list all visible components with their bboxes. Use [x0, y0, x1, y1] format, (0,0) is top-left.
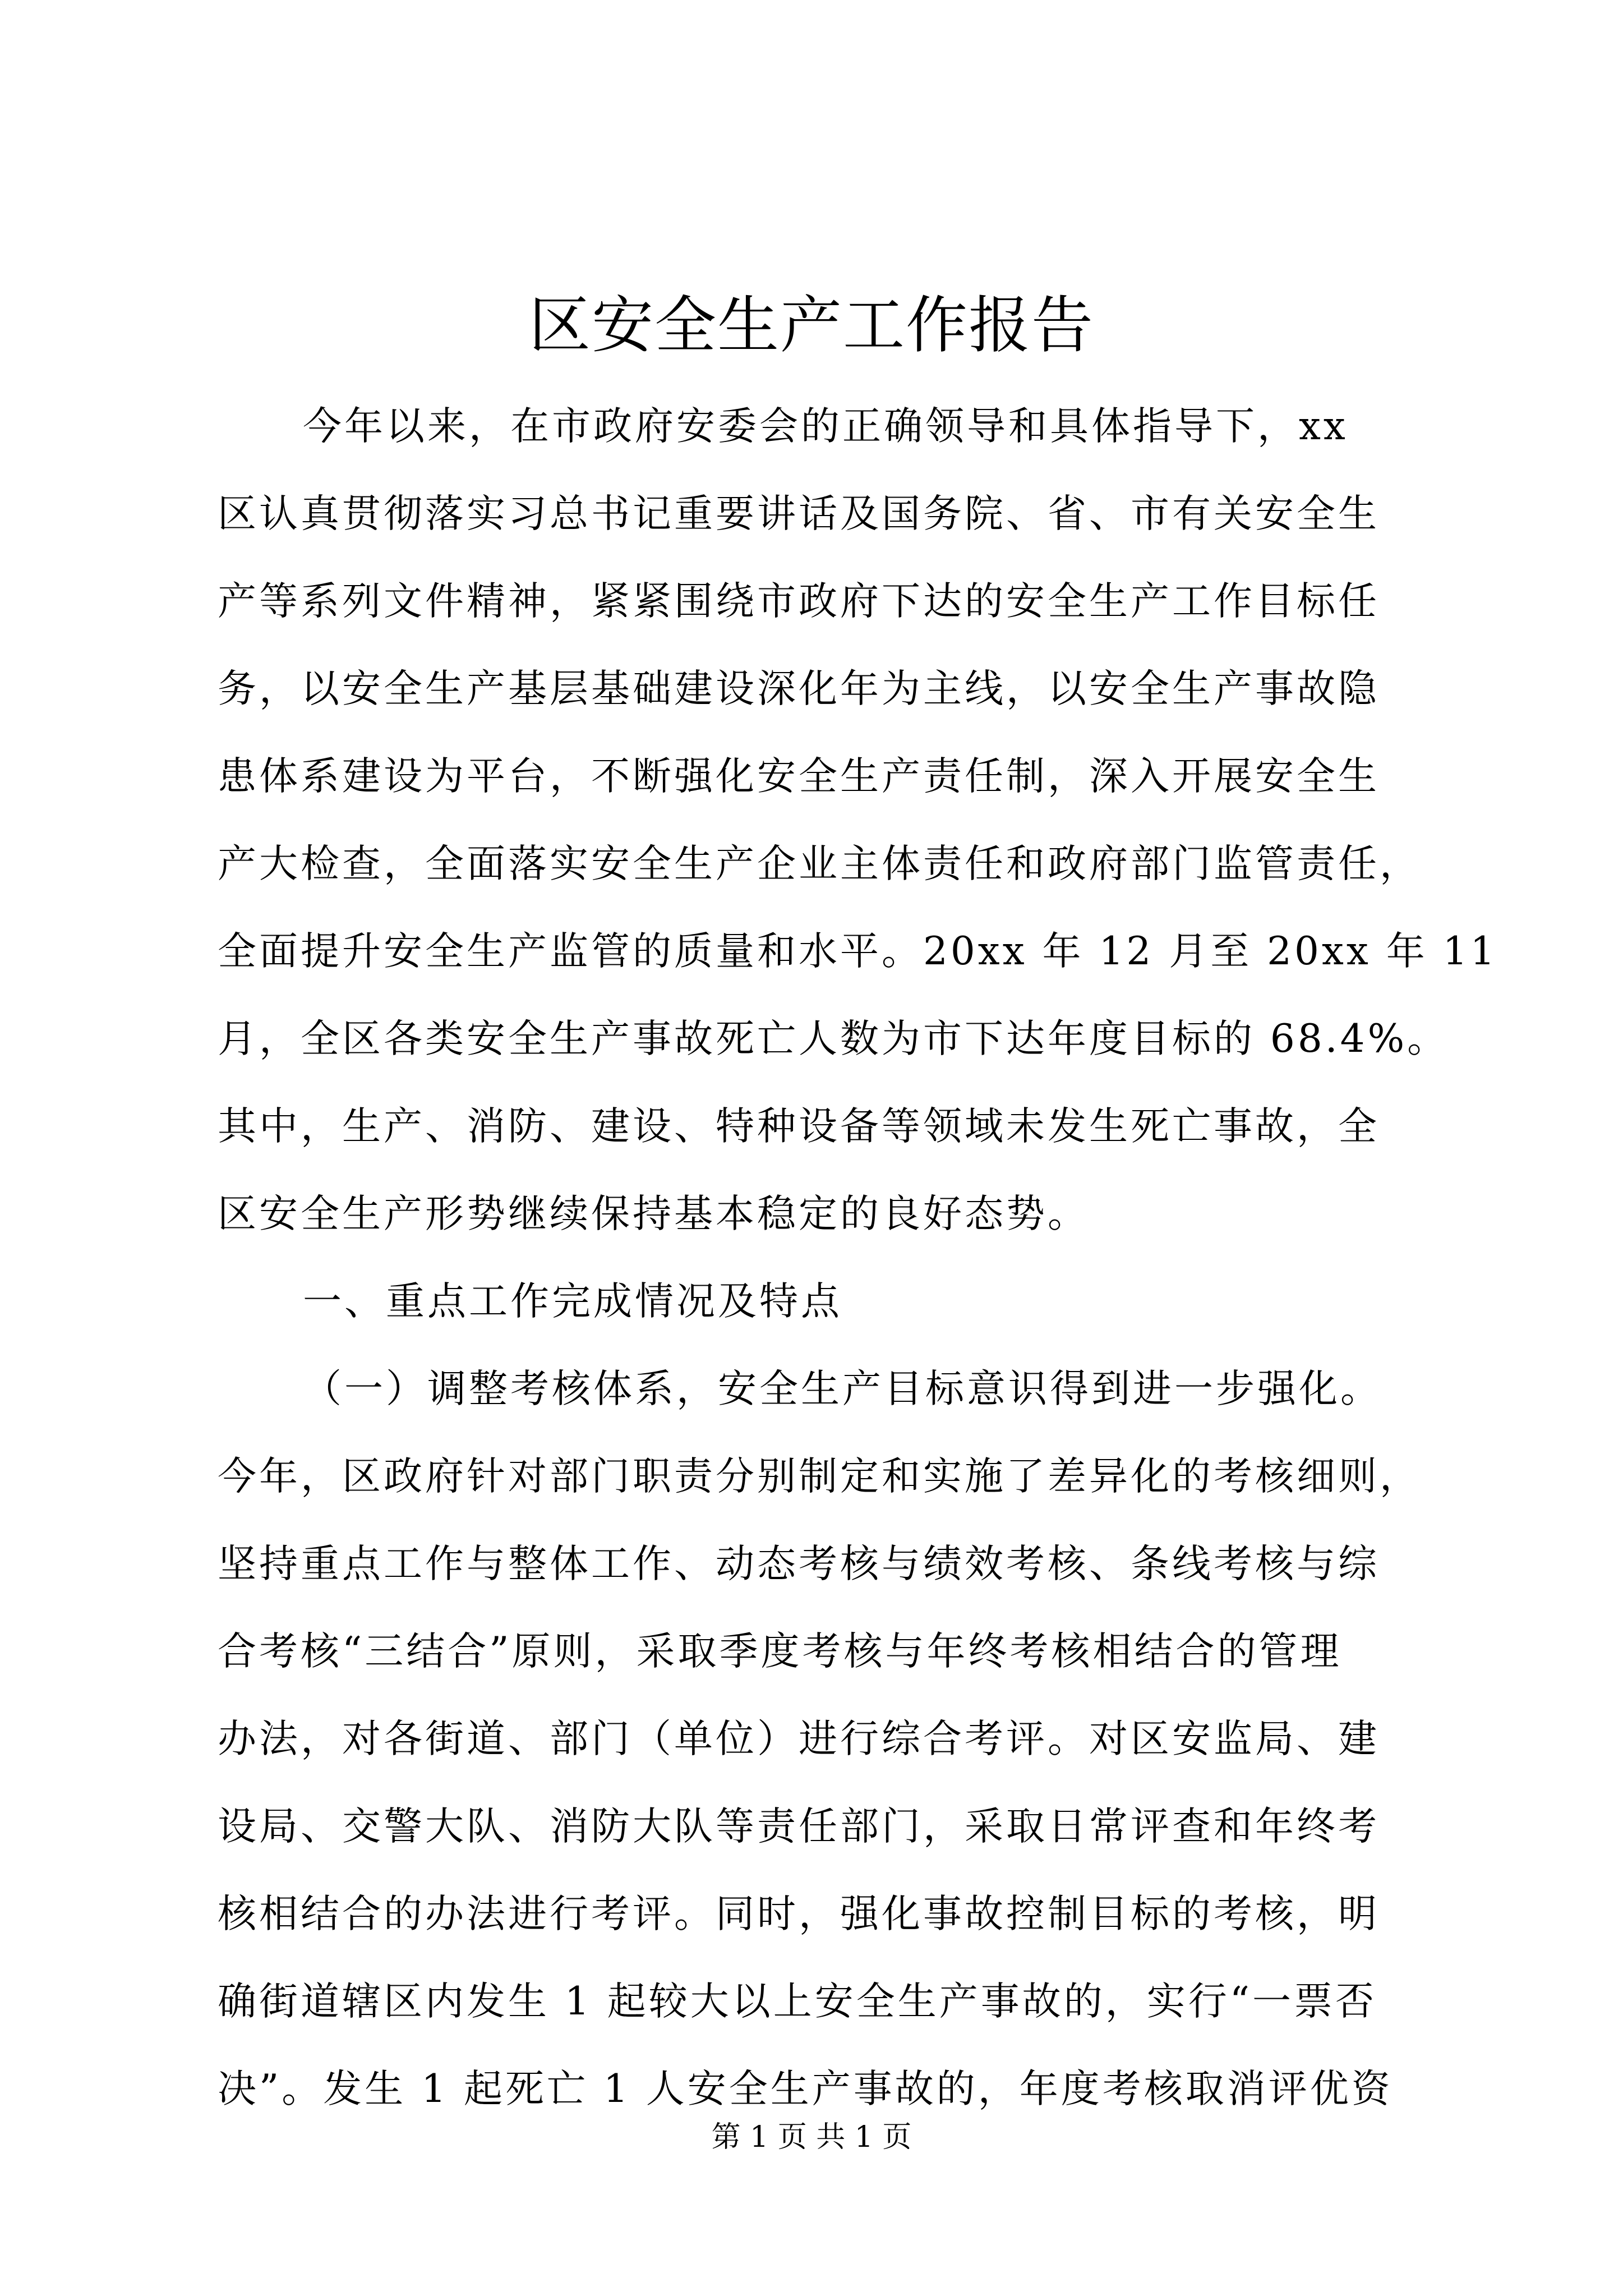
- paragraph-line: 月，全区各类安全生产事故死亡人数为市下达年度目标的 68.4%。: [218, 1016, 1449, 1061]
- paragraph-line: 区认真贯彻落实习总书记重要讲话及国务院、省、市有关安全生: [218, 491, 1380, 536]
- paragraph-line: 务，以安全生产基层基础建设深化年为主线，以安全生产事故隐: [218, 666, 1380, 711]
- paragraph-line: 区安全生产形势继续保持基本稳定的良好态势。: [218, 1191, 1089, 1236]
- paragraph-line: 办法，对各街道、部门（单位）进行综合考评。对区安监局、建: [218, 1717, 1380, 1761]
- paragraph-line: 坚持重点工作与整体工作、动态考核与绩效考核、条线考核与综: [218, 1542, 1380, 1586]
- paragraph-line: 产大检查，全面落实安全生产企业主体责任和政府部门监管责任，: [218, 841, 1421, 886]
- paragraph-line: 今年以来，在市政府安委会的正确领导和具体指导下，xx: [303, 404, 1348, 449]
- paragraph-line: 其中，生产、消防、建设、特种设备等领域未发生死亡事故，全: [218, 1104, 1380, 1149]
- paragraph-line: 全面提升安全生产监管的质量和水平。20xx 年 12 月至 20xx 年 11: [218, 929, 1498, 974]
- paragraph-line: 合考核“三结合”原则，采取季度考核与年终考核相结合的管理: [218, 1629, 1342, 1674]
- paragraph-line: 今年，区政府针对部门职责分别制定和实施了差异化的考核细则，: [218, 1454, 1421, 1499]
- paragraph-line: 确街道辖区内发生 1 起较大以上安全生产事故的，实行“一票否: [218, 1979, 1377, 2024]
- page-footer: 第 1 页 共 1 页: [711, 2120, 912, 2154]
- document-title: 区安全生产工作报告: [529, 289, 1094, 361]
- subsection-heading: （一）调整考核体系，安全生产目标意识得到进一步强化。: [303, 1366, 1382, 1411]
- paragraph-line: 产等系列文件精神，紧紧围绕市政府下达的安全生产工作目标任: [218, 579, 1380, 624]
- section-heading: 一、重点工作完成情况及特点: [303, 1279, 842, 1324]
- paragraph-line: 核相结合的办法进行考评。同时，强化事故控制目标的考核，明: [218, 1892, 1380, 1936]
- paragraph-line: 患体系建设为平台，不断强化安全生产责任制，深入开展安全生: [218, 754, 1380, 799]
- paragraph-line: 设局、交警大队、消防大队等责任部门，采取日常评查和年终考: [218, 1804, 1380, 1849]
- paragraph-line: 决”。发生 1 起死亡 1 人安全生产事故的，年度考核取消评优资: [218, 2067, 1393, 2111]
